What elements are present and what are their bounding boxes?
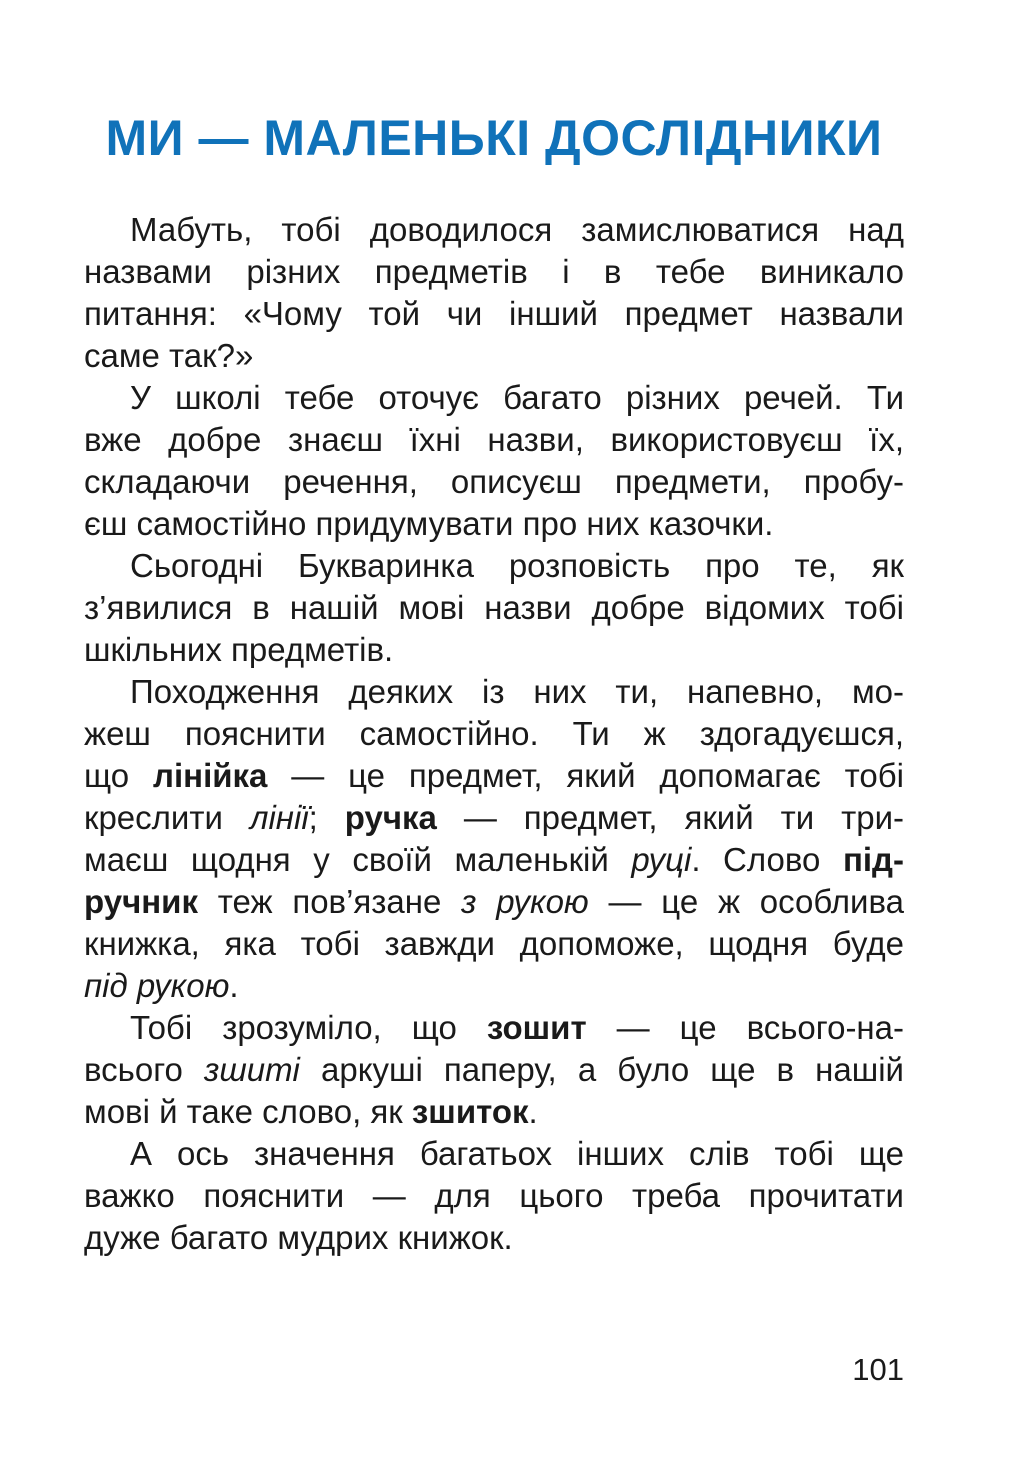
- text-run: .: [528, 1093, 538, 1130]
- page-number: 101: [852, 1352, 904, 1387]
- text-run: Тобі зрозуміло, що: [130, 1009, 487, 1046]
- text-run: — предмет, який ти три-: [436, 799, 904, 836]
- italic-z-rukoyu: з рукою: [461, 883, 589, 920]
- text-line: [84, 797, 904, 839]
- text-line: [84, 881, 904, 923]
- keyword-liniyka: лінійка: [153, 757, 268, 794]
- italic-zshyti: зшиті: [203, 1051, 300, 1088]
- text-line: Походження деяких із них ти, напевно, мо-: [130, 673, 904, 710]
- paragraph-1: [84, 209, 904, 377]
- text-run: — це ж особлива: [588, 883, 904, 920]
- text-line: Сьогодні Букваринка розповість про те, як: [130, 547, 904, 584]
- text-line: назвами різних предметів і в тебе виникало: [84, 253, 904, 290]
- text-run: — це всього-на-: [586, 1009, 904, 1046]
- text-line: саме так?»: [84, 337, 254, 374]
- text-line: єш самостійно придумувати про них казочки.: [84, 505, 774, 542]
- text-line: [84, 839, 904, 881]
- text-run: що: [84, 757, 153, 794]
- italic-pid-rukoyu: під рукою: [84, 967, 230, 1004]
- keyword-ruchka: ручка: [344, 799, 437, 836]
- italic-rutsi: руці: [631, 841, 692, 878]
- page-title: МИ — МАЛЕНЬКІ ДОСЛІДНИКИ: [105, 110, 883, 166]
- text-run: креслити: [84, 799, 250, 836]
- text-line: важко пояснити — для цього треба прочитати: [84, 1177, 904, 1214]
- text-line: А ось значення багатьох інших слів тобі ще: [130, 1135, 904, 1172]
- text-run: всього: [84, 1051, 204, 1088]
- text-run: мові й таке слово, як: [84, 1093, 412, 1130]
- text-line: Мабуть, тобі доводилося замислюватися над: [130, 211, 904, 248]
- text-line: [84, 1049, 904, 1091]
- text-line: [84, 965, 904, 1007]
- text-line: з’явилися в нашій мові назви добре відомих тобі: [84, 589, 904, 626]
- keyword-zoshyt: зошит: [486, 1009, 587, 1046]
- paragraph-3: [84, 545, 904, 671]
- text-run: — це предмет, який допомагає тобі: [267, 757, 904, 794]
- text-line: вже добре знаєш їхні назви, використовуєш їх,: [84, 421, 904, 458]
- paragraph-6: [84, 1133, 904, 1259]
- text-line: книжка, яка тобі завжди допоможе, щодня буде: [84, 925, 904, 962]
- text-line: дуже багато мудрих книжок.: [84, 1219, 513, 1256]
- text-line: [84, 1091, 904, 1133]
- keyword-zshytok: зшиток: [411, 1093, 529, 1130]
- text-line: жеш пояснити самостійно. Ти ж здогадуєшся,: [84, 715, 904, 752]
- text-line: [84, 755, 904, 797]
- text-run: . Слово: [691, 841, 843, 878]
- keyword-pidruchnyk-part2: ручник: [84, 883, 198, 920]
- text-line: питання: «Чому той чи інший предмет назвали: [84, 295, 904, 332]
- text-line: шкільних предметів.: [84, 631, 394, 668]
- italic-linii: лінії: [249, 799, 309, 836]
- text-line: [84, 1007, 904, 1049]
- text-run: аркуші паперу, а було ще в нашій: [299, 1051, 904, 1088]
- paragraph-2: [84, 377, 904, 545]
- text-run: .: [229, 967, 239, 1004]
- text-run: ;: [308, 799, 345, 836]
- paragraph-5: [84, 1007, 904, 1133]
- keyword-pidruchnyk-part1: під-: [842, 841, 904, 878]
- text-run: теж пов’язане: [197, 883, 462, 920]
- text-line: складаючи речення, описуєш предмети, пробу-: [84, 463, 904, 500]
- text-line: У школі тебе оточує багато різних речей. Ти: [130, 379, 904, 416]
- text-run: маєш щодня у своїй маленькій: [84, 841, 632, 878]
- paragraph-4: [84, 671, 904, 1007]
- body-text: [84, 209, 904, 1259]
